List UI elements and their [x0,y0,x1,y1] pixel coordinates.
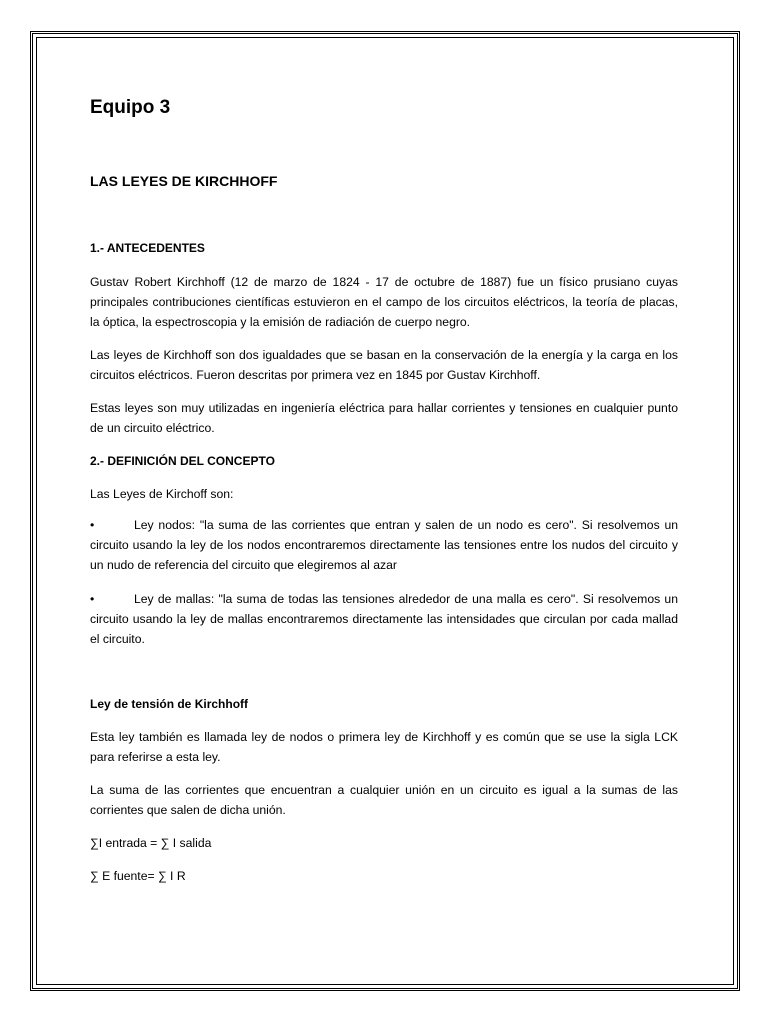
paragraph-laws-intro: Las leyes de Kirchhoff son dos igualdades que se basan en la conservación de la energía y la carga en los circuitos eléctricos. Fueron descritas por primera vez en 1845 por Gustav Kirchhoff. [90,348,678,382]
paragraph-laws-usage: Estas leyes son muy utilizadas en ingeniería eléctrica para hallar corrientes y tensiones en cualquier punto de un circuito eléctrico. [90,401,678,435]
bullet-text-nodos: Ley nodos: "la suma de las corrientes que entran y salen de un nodo es cero". Si resolvemos un circuito usando la ley de los nodos encontraremos directamente las tensiones entre los nudos del circuito y un nudo de referencia del circuito que elegiremos al azar [90,518,678,572]
bullet-item-nodos [90,515,678,575]
paragraph-biography: Gustav Robert Kirchhoff (12 de marzo de 1824 - 17 de octubre de 1887) fue un físico prusiano cuyas principales contribuciones científicas estuvieron en el campo de los circuitos eléctricos, la teoría de placas, la óptica, la espectroscopia y la emisión de radiación de cuerpo negro. [90,275,678,329]
section-heading-antecedentes: 1.- ANTECEDENTES [90,241,205,255]
formula-voltage-balance: ∑ E fuente= ∑ I R [90,869,186,883]
bullet-icon: • [90,518,95,532]
bullet-icon: • [90,592,95,606]
document-title: LAS LEYES DE KIRCHHOFF [90,173,278,189]
section-heading-definicion: 2.- DEFINICIÓN DEL CONCEPTO [90,454,275,468]
paragraph-lck-sum: La suma de las corrientes que encuentran a cualquier unión en un circuito es igual a la sumas de las corrientes que salen de dicha unión. [90,783,678,817]
team-title: Equipo 3 [90,97,171,118]
paragraph-lck-intro: Esta ley también es llamada ley de nodos o primera ley de Kirchhoff y es común que se use la sigla LCK para referirse a esta ley. [90,730,678,764]
section-heading-ley-tension: Ley de tensión de Kirchhoff [90,697,249,711]
bullet-text-mallas: Ley de mallas: "la suma de todas las tensiones alrededor de una malla es cero". Si resolvemos un circuito usando la ley de mallas encontraremos directamente las intensidades que circulan por cada mallad el circuito. [90,592,678,646]
bullet-item-mallas [90,589,678,649]
formula-current-balance: ∑I entrada = ∑ I salida [90,836,212,850]
paragraph-laws-list-intro: Las Leyes de Kirchoff son: [90,487,234,501]
